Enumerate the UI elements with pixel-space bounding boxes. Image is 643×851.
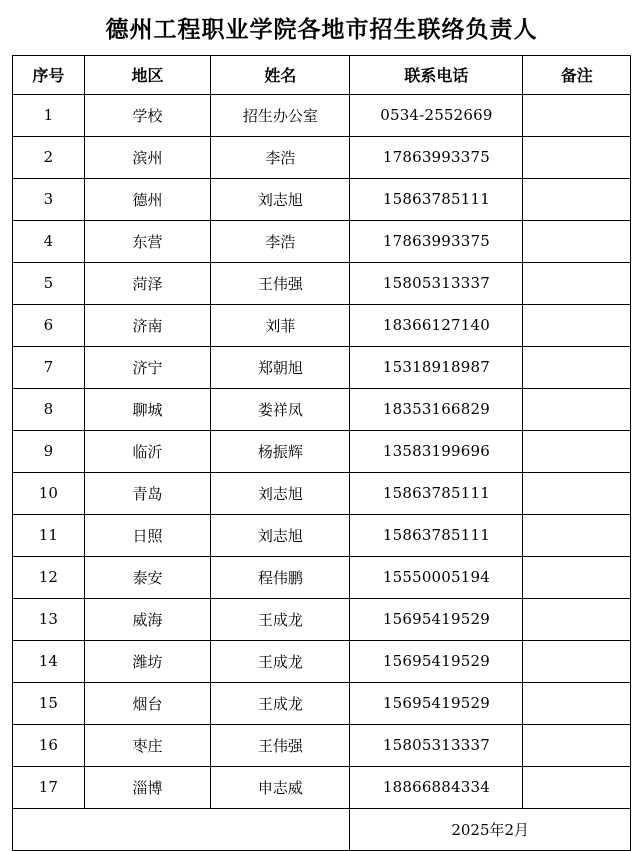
cell-note: [523, 514, 631, 556]
table-body: [13, 94, 631, 850]
cell-name: 李浩: [211, 136, 350, 178]
cell-phone: 18366127140: [350, 304, 523, 346]
cell-no: 15: [13, 682, 85, 724]
table-row: [13, 178, 631, 220]
table-row: [13, 388, 631, 430]
cell-name: 王伟强: [211, 724, 350, 766]
cell-area: 德州: [84, 178, 211, 220]
footer-row: [13, 808, 631, 850]
page-title: 德州工程职业学院各地市招生联络负责人: [105, 16, 538, 43]
cell-phone: 15318918987: [350, 346, 523, 388]
cell-no: 10: [13, 472, 85, 514]
cell-phone: 18353166829: [350, 388, 523, 430]
cell-name: 杨振辉: [211, 430, 350, 472]
cell-phone: 15863785111: [350, 514, 523, 556]
cell-note: [523, 430, 631, 472]
cell-phone: 15863785111: [350, 178, 523, 220]
cell-note: [523, 346, 631, 388]
cell-name: 刘志旭: [211, 514, 350, 556]
table-row: [13, 472, 631, 514]
table-row: [13, 262, 631, 304]
cell-no: 7: [13, 346, 85, 388]
cell-name: 刘志旭: [211, 178, 350, 220]
cell-area: 滨州: [84, 136, 211, 178]
cell-phone: 18866884334: [350, 766, 523, 808]
cell-phone: 15695419529: [350, 682, 523, 724]
cell-phone: 0534-2552669: [350, 94, 523, 136]
table-row: [13, 94, 631, 136]
cell-phone: 15805313337: [350, 262, 523, 304]
table-header-row: [13, 55, 631, 94]
cell-note: [523, 136, 631, 178]
table-row: [13, 346, 631, 388]
cell-no: 14: [13, 640, 85, 682]
cell-note: [523, 94, 631, 136]
cell-name: 招生办公室: [211, 94, 350, 136]
cell-name: 程伟鹏: [211, 556, 350, 598]
cell-no: 2: [13, 136, 85, 178]
cell-no: 5: [13, 262, 85, 304]
cell-note: [523, 556, 631, 598]
cell-phone: 17863993375: [350, 220, 523, 262]
cell-area: 聊城: [84, 388, 211, 430]
cell-no: 4: [13, 220, 85, 262]
cell-name: 王成龙: [211, 640, 350, 682]
cell-no: 12: [13, 556, 85, 598]
cell-area: 青岛: [84, 472, 211, 514]
cell-note: [523, 766, 631, 808]
cell-no: 8: [13, 388, 85, 430]
cell-phone: 15550005194: [350, 556, 523, 598]
cell-name: 王成龙: [211, 598, 350, 640]
cell-area: 济南: [84, 304, 211, 346]
cell-note: [523, 304, 631, 346]
table-row: [13, 724, 631, 766]
cell-area: 东营: [84, 220, 211, 262]
table-header: [13, 55, 631, 94]
table-row: [13, 514, 631, 556]
cell-area: 临沂: [84, 430, 211, 472]
cell-note: [523, 640, 631, 682]
cell-phone: 15863785111: [350, 472, 523, 514]
cell-name: 王成龙: [211, 682, 350, 724]
cell-name: 娄祥凤: [211, 388, 350, 430]
cell-no: 1: [13, 94, 85, 136]
cell-name: 刘菲: [211, 304, 350, 346]
cell-area: 烟台: [84, 682, 211, 724]
cell-note: [523, 724, 631, 766]
table-row: [13, 766, 631, 808]
column-header-no: 序号: [13, 55, 85, 94]
cell-phone: 15805313337: [350, 724, 523, 766]
column-header-area: 地区: [84, 55, 211, 94]
cell-name: 郑朝旭: [211, 346, 350, 388]
cell-no: 11: [13, 514, 85, 556]
cell-no: 17: [13, 766, 85, 808]
cell-area: 淄博: [84, 766, 211, 808]
table-row: [13, 682, 631, 724]
column-header-name: 姓名: [211, 55, 350, 94]
cell-area: 学校: [84, 94, 211, 136]
table-row: [13, 430, 631, 472]
cell-no: 9: [13, 430, 85, 472]
cell-note: [523, 178, 631, 220]
cell-area: 日照: [84, 514, 211, 556]
table-row: [13, 220, 631, 262]
cell-name: 王伟强: [211, 262, 350, 304]
cell-no: 16: [13, 724, 85, 766]
table-row: [13, 598, 631, 640]
column-header-note: 备注: [523, 55, 631, 94]
table-row: [13, 136, 631, 178]
cell-area: 威海: [84, 598, 211, 640]
cell-note: [523, 598, 631, 640]
cell-note: [523, 220, 631, 262]
cell-phone: 17863993375: [350, 136, 523, 178]
footer-date: 2025年2月: [350, 808, 631, 850]
table-row: [13, 304, 631, 346]
cell-area: 枣庄: [84, 724, 211, 766]
table-row: [13, 640, 631, 682]
cell-name: 刘志旭: [211, 472, 350, 514]
cell-note: [523, 682, 631, 724]
cell-phone: 15695419529: [350, 640, 523, 682]
cell-name: 李浩: [211, 220, 350, 262]
cell-no: 6: [13, 304, 85, 346]
cell-note: [523, 388, 631, 430]
cell-area: 济宁: [84, 346, 211, 388]
cell-no: 3: [13, 178, 85, 220]
cell-no: 13: [13, 598, 85, 640]
table-row: [13, 556, 631, 598]
cell-area: 菏泽: [84, 262, 211, 304]
contact-table: [12, 55, 631, 851]
cell-phone: 15695419529: [350, 598, 523, 640]
cell-name: 申志威: [211, 766, 350, 808]
cell-phone: 13583199696: [350, 430, 523, 472]
footer-spacer: [13, 808, 350, 850]
cell-area: 潍坊: [84, 640, 211, 682]
cell-area: 泰安: [84, 556, 211, 598]
column-header-phone: 联系电话: [350, 55, 523, 94]
cell-note: [523, 472, 631, 514]
cell-note: [523, 262, 631, 304]
